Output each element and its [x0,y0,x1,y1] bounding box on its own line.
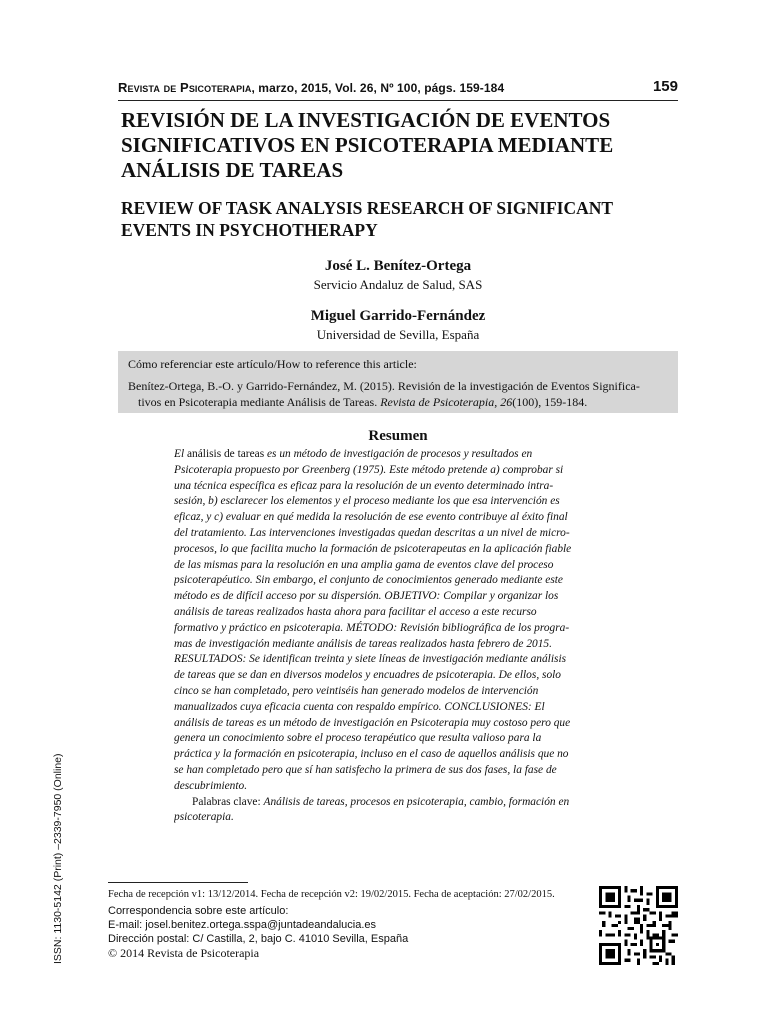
citation-end: (100), 159-184. [512,395,588,409]
citation-line: Benítez-Ortega, B.-O. y Garrido-Fernández, M. (2015). Revisión de la investigación de Eventos Significa- [128,379,640,393]
running-header [118,78,678,98]
footer-divider [108,882,248,883]
abstract-word: El [174,448,185,460]
author-affiliation: Universidad de Sevilla, España [316,327,480,342]
abstract-line: una técnica específica es eficaz para la resolución de un evento determinado intra- [174,479,554,492]
title-english [121,197,681,241]
reception-dates: Fecha de recepción v1: 13/12/2014. Fecha de recepción v2: 19/02/2015. Fecha de aceptación: 27/02/2015. [108,889,555,900]
keywords-text: Análisis de tareas, procesos en psicoterapia, cambio, formación en [263,795,570,808]
title-en-line: REVIEW OF TASK ANALYSIS RESEARCH OF SIGNIFICANT [121,198,614,218]
abstract-line: RESULTADOS: Se identifican treinta y siete líneas de investigación mediante análisis [174,653,567,666]
journal-citation [118,80,504,95]
abstract-line: del tratamiento. Las intervenciones investigadas quedan descritas a un nivel de micro- [174,526,570,539]
reference-citation [128,378,668,410]
issn-label: ISSN: 1130-5142 (Print) –2339-7950 (Online) [52,753,64,964]
citation-line-2 [128,394,668,410]
abstract-line: genera un conocimiento sobre el proceso terapéutico que resulta valioso para la [174,732,542,745]
page-number: 159 [652,78,678,95]
abstract-line: mas de investigación mediante análisis de tareas realizados hasta febrero de 2015. [174,637,552,650]
reference-box [118,351,678,413]
author-affiliation: Servicio Andaluz de Salud, SAS [313,277,483,292]
abstract-line: práctica y la formación en psicoterapia, incluso en el caso de aquellos análisis que no [174,748,569,761]
citation-text: tivos en Psicoterapia mediante Análisis de Tareas. [138,395,381,409]
abstract-line: de tareas que se dan en diversos modelos y encuadres de psicoterapia. De ellos, solo [174,669,561,682]
abstract-text: es un método de investigación de procesos y resultados en [267,448,533,460]
correspondence-block [108,904,408,946]
journal-issue: , marzo, 2015, Vol. 26, Nº 100, págs. 159-184 [251,81,505,95]
abstract-line: psicoterapéutico. Sin embargo, el conjunto de conocimientos generado mediante este [174,574,563,587]
correspondence-heading: Correspondencia sobre este artículo: [108,905,289,917]
abstract-line: eficaz, y c) evaluar en qué medida la resolución de ese evento contribuye al éxito final [174,511,568,524]
abstract-line: manualizados cuya eficacia cuenta con respaldo empírico. CONCLUSIONES: El [174,700,545,713]
correspondence-postal: Dirección postal: C/ Castilla, 2, bajo C. 41010 Sevilla, España [108,933,409,945]
title-es-line: REVISIÓN DE LA INVESTIGACIÓN DE EVENTOS [121,108,611,132]
abstract-line: Psicoterapia propuesto por Greenberg (1975). Este método pretende a) comprobar si [174,463,564,476]
title-es-line: ANÁLISIS DE TAREAS [121,158,344,182]
abstract-line: cinco se han completado, pero veintiséis han generado modelos de intervención [174,684,539,697]
title-es-line: SIGNIFICATIVOS EN PSICOTERAPIA MEDIANTE [121,133,614,157]
journal-name: Revista de Psicoterapia [118,80,252,95]
header-divider [118,100,678,101]
author-name: Miguel Garrido-Fernández [310,308,486,324]
abstract-line [174,447,611,463]
abstract-line: método es de difícil acceso por su dispersión. OBJETIVO: Compilar y organizar los [174,590,559,603]
abstract-line: análisis de tareas es un método de investigación en Psicoterapia muy costoso pero que [174,716,571,729]
abstract-line: análisis de tareas realizados hasta ahora para facilitar el acceso a este recurso [174,605,537,618]
correspondence-email: E-mail: josel.benitez.ortega.sspa@juntadeandalucia.es [108,919,376,931]
qr-code-icon [599,886,678,965]
author-name: José L. Benítez-Ortega [324,258,472,274]
copyright: © 2014 Revista de Psicoterapia [108,946,260,960]
abstract-heading: Resumen [368,428,428,444]
title-en-line: EVENTS IN PSYCHOTHERAPY [121,220,378,240]
reference-heading: Cómo referenciar este artículo/How to reference this article: [128,357,417,371]
keywords-label: Palabras clave: [192,795,264,808]
abstract-line: procesos, lo que facilita mucho la formación de psicoterapeutas en la aplicación fiable [174,542,572,555]
keywords-line: psicoterapia. [174,811,234,824]
abstract-line: formativo y práctico en psicoterapia. MÉTODO: Revisión bibliográfica de los progra- [174,621,570,634]
abstract-line: de las mismas para la resolución en una amplia gama de eventos clave del proceso [174,558,554,571]
abstract-line: sesión, b) esclarecer los elementos y el proceso mediante los que esa intervención es [174,495,560,508]
title-spanish [121,108,681,183]
abstract-line: descubrimiento. [174,779,248,792]
citation-journal: Revista de Psicoterapia, 26 [380,395,513,409]
abstract-body [174,447,611,826]
abstract-line: se han completado pero que sí han satisfecho la primera de sus dos fases, la fase de [174,763,557,776]
keywords-line [174,795,611,811]
abstract-term: análisis de tareas [184,448,267,460]
